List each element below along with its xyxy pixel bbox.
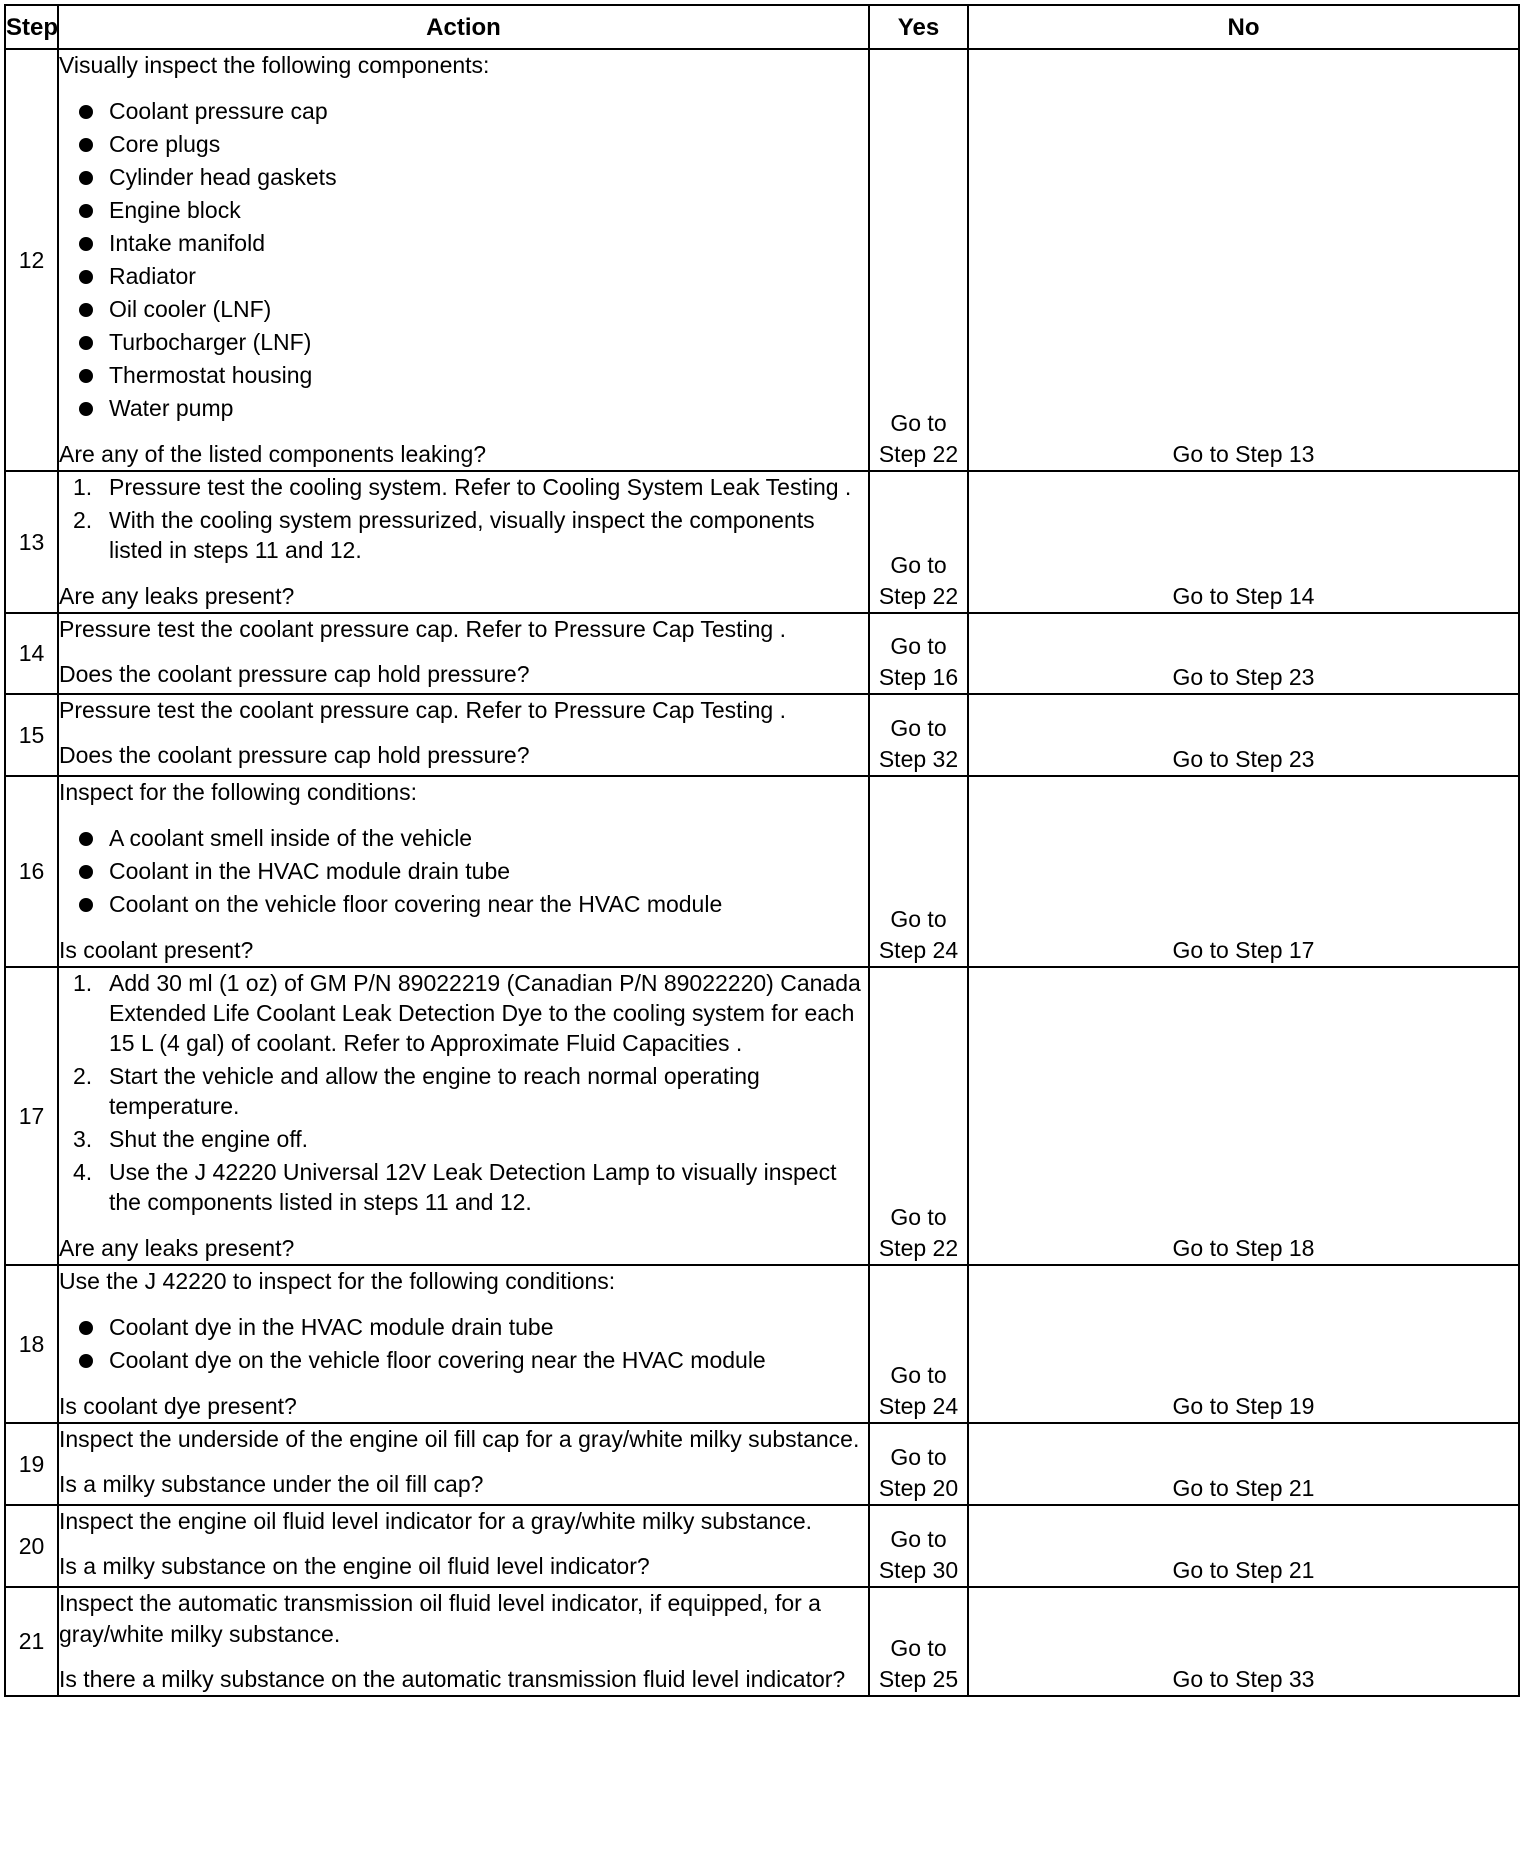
list-item <box>59 260 868 293</box>
yes-column-header: Yes <box>869 5 968 49</box>
bullet-text: Water pump <box>109 395 234 421</box>
step-number: 15 <box>5 694 58 776</box>
table-row <box>5 967 1519 1265</box>
list-item <box>59 968 868 1058</box>
list-item <box>59 1124 868 1154</box>
action-question: Is coolant dye present? <box>59 1393 297 1419</box>
item-text: Use the J 42220 Universal 12V Leak Detection Lamp to visually inspect the components listed in steps 11 and 12. <box>109 1159 837 1215</box>
diagnostic-table <box>4 4 1520 1697</box>
action-question: Does the coolant pressure cap hold pressure? <box>59 661 530 687</box>
step-number: 16 <box>5 776 58 967</box>
list-item <box>59 227 868 260</box>
bullet-text: Core plugs <box>109 131 221 157</box>
yes-goto-label: Go to <box>890 1635 947 1661</box>
yes-goto-label: Go to <box>890 1526 947 1552</box>
action-content <box>59 695 868 771</box>
yes-result <box>869 1265 968 1423</box>
action-question: Is a milky substance on the engine oil fluid level indicator? <box>59 1553 650 1579</box>
bullet-text: Coolant dye on the vehicle floor covering near the HVAC module <box>109 1347 766 1373</box>
action-cell <box>58 613 869 694</box>
item-text: Shut the engine off. <box>109 1126 309 1152</box>
yes-result <box>869 471 968 613</box>
item-text: With the cooling system pressurized, visually inspect the components listed in steps 11 and 12. <box>109 507 815 563</box>
item-number: 1. <box>73 970 93 996</box>
action-question: Are any of the listed components leaking? <box>59 441 487 467</box>
table-row <box>5 1423 1519 1505</box>
bullet-icon <box>79 204 93 218</box>
item-text: Add 30 ml (1 oz) of GM P/N 89022219 (Canadian P/N 89022220) Canada Extended Life Coolant Leak Detection Dye to the cooling system for each 15 L (4 gal) of coolant. Refer to Approximate Fluid Capacities . <box>109 970 861 1056</box>
action-cell <box>58 1505 869 1587</box>
action-cell <box>58 967 869 1265</box>
bullet-icon <box>79 865 93 879</box>
yes-step-label: Step 30 <box>878 1557 959 1583</box>
step-number: 21 <box>5 1587 58 1696</box>
list-item <box>59 888 868 921</box>
step-number: 18 <box>5 1265 58 1423</box>
action-content <box>59 614 868 690</box>
step-number: 14 <box>5 613 58 694</box>
action-content <box>59 1506 868 1582</box>
bullet-list <box>59 95 868 425</box>
bullet-icon <box>79 171 93 185</box>
item-text: Pressure test the cooling system. Refer to Cooling System Leak Testing . <box>109 474 852 500</box>
no-result: Go to Step 17 <box>968 776 1519 967</box>
bullet-list <box>59 822 868 921</box>
table-row <box>5 1505 1519 1587</box>
action-question: Is there a milky substance on the automatic transmission fluid level indicator? <box>59 1666 846 1692</box>
list-item <box>59 505 868 565</box>
bullet-icon <box>79 1321 93 1335</box>
table-row <box>5 613 1519 694</box>
list-item <box>59 161 868 194</box>
action-cell <box>58 49 869 471</box>
step-number: 19 <box>5 1423 58 1505</box>
yes-step-label: Step 32 <box>878 746 959 772</box>
yes-step-label: Step 24 <box>878 1393 959 1419</box>
no-result: Go to Step 18 <box>968 967 1519 1265</box>
bullet-text: Intake manifold <box>109 230 265 256</box>
yes-step-label: Step 20 <box>878 1475 959 1501</box>
list-item <box>59 359 868 392</box>
yes-goto-label: Go to <box>890 906 947 932</box>
bullet-icon <box>79 303 93 317</box>
bullet-icon <box>79 138 93 152</box>
yes-goto-label: Go to <box>890 552 947 578</box>
action-intro-text: Inspect the underside of the engine oil fill cap for a gray/white milky substance. <box>59 1426 860 1452</box>
bullet-icon <box>79 336 93 350</box>
yes-result <box>869 967 968 1265</box>
no-result: Go to Step 14 <box>968 471 1519 613</box>
action-content <box>59 968 868 1264</box>
yes-result <box>869 613 968 694</box>
yes-result <box>869 694 968 776</box>
yes-result <box>869 1505 968 1587</box>
list-item <box>59 1311 868 1344</box>
action-cell <box>58 694 869 776</box>
list-item <box>59 326 868 359</box>
action-column-header: Action <box>58 5 869 49</box>
action-intro-text: Pressure test the coolant pressure cap. Refer to Pressure Cap Testing . <box>59 616 786 642</box>
bullet-list <box>59 1311 868 1377</box>
no-result: Go to Step 23 <box>968 613 1519 694</box>
no-result: Go to Step 19 <box>968 1265 1519 1423</box>
list-item <box>59 128 868 161</box>
action-cell <box>58 471 869 613</box>
action-content <box>59 50 868 470</box>
table-row <box>5 694 1519 776</box>
action-cell <box>58 1265 869 1423</box>
step-number: 12 <box>5 49 58 471</box>
item-number: 1. <box>73 474 93 500</box>
step-number: 20 <box>5 1505 58 1587</box>
list-item <box>59 855 868 888</box>
bullet-icon <box>79 270 93 284</box>
list-item <box>59 392 868 425</box>
action-intro-text: Inspect for the following conditions: <box>59 779 417 805</box>
yes-result <box>869 49 968 471</box>
step-column-header: Step <box>5 5 58 49</box>
bullet-icon <box>79 369 93 383</box>
no-column-header: No <box>968 5 1519 49</box>
bullet-icon <box>79 105 93 119</box>
item-number: 3. <box>73 1126 93 1152</box>
bullet-icon <box>79 402 93 416</box>
action-content <box>59 1424 868 1500</box>
action-content <box>59 1266 868 1422</box>
list-item <box>59 293 868 326</box>
table-row <box>5 471 1519 613</box>
yes-goto-label: Go to <box>890 1204 947 1230</box>
step-number: 13 <box>5 471 58 613</box>
bullet-text: Cylinder head gaskets <box>109 164 337 190</box>
yes-goto-label: Go to <box>890 1444 947 1470</box>
action-cell <box>58 1423 869 1505</box>
table-row <box>5 1587 1519 1696</box>
bullet-text: Thermostat housing <box>109 362 313 388</box>
list-item <box>59 1344 868 1377</box>
numbered-list <box>59 472 868 565</box>
no-result: Go to Step 33 <box>968 1587 1519 1696</box>
action-cell <box>58 776 869 967</box>
yes-step-label: Step 25 <box>878 1666 959 1692</box>
bullet-icon <box>79 1354 93 1368</box>
list-item <box>59 1061 868 1121</box>
item-number: 4. <box>73 1159 93 1185</box>
action-question: Are any leaks present? <box>59 1235 295 1261</box>
yes-step-label: Step 24 <box>878 937 959 963</box>
bullet-icon <box>79 237 93 251</box>
no-result: Go to Step 21 <box>968 1505 1519 1587</box>
step-number: 17 <box>5 967 58 1265</box>
action-question: Are any leaks present? <box>59 583 295 609</box>
bullet-text: Coolant dye in the HVAC module drain tube <box>109 1314 554 1340</box>
list-item <box>59 194 868 227</box>
action-intro-text: Visually inspect the following components: <box>59 52 490 78</box>
action-content <box>59 472 868 612</box>
bullet-text: Oil cooler (LNF) <box>109 296 272 322</box>
item-number: 2. <box>73 1063 93 1089</box>
yes-goto-label: Go to <box>890 410 947 436</box>
yes-goto-label: Go to <box>890 633 947 659</box>
bullet-text: A coolant smell inside of the vehicle <box>109 825 473 851</box>
list-item <box>59 1157 868 1217</box>
item-text: Start the vehicle and allow the engine to reach normal operating temperature. <box>109 1063 760 1119</box>
bullet-text: Coolant in the HVAC module drain tube <box>109 858 511 884</box>
action-intro-text: Inspect the engine oil fluid level indicator for a gray/white milky substance. <box>59 1508 813 1534</box>
action-question: Does the coolant pressure cap hold pressure? <box>59 742 530 768</box>
action-intro-text: Inspect the automatic transmission oil fluid level indicator, if equipped, for a gray/white milky substance. <box>59 1590 821 1647</box>
no-result: Go to Step 13 <box>968 49 1519 471</box>
table-row <box>5 776 1519 967</box>
bullet-icon <box>79 832 93 846</box>
table-row <box>5 49 1519 471</box>
table-body <box>5 49 1519 1696</box>
bullet-text: Coolant pressure cap <box>109 98 328 124</box>
yes-result <box>869 1423 968 1505</box>
list-item <box>59 472 868 502</box>
no-result: Go to Step 23 <box>968 694 1519 776</box>
list-item <box>59 822 868 855</box>
yes-step-label: Step 22 <box>878 583 959 609</box>
action-content <box>59 1588 868 1695</box>
yes-step-label: Step 22 <box>878 1235 959 1261</box>
bullet-icon <box>79 898 93 912</box>
item-number: 2. <box>73 507 93 533</box>
list-item <box>59 95 868 128</box>
yes-result <box>869 1587 968 1696</box>
bullet-text: Engine block <box>109 197 241 223</box>
table-header-row <box>5 5 1519 49</box>
bullet-text: Coolant on the vehicle floor covering near the HVAC module <box>109 891 723 917</box>
numbered-list <box>59 968 868 1217</box>
action-question: Is coolant present? <box>59 937 254 963</box>
yes-step-label: Step 22 <box>878 441 959 467</box>
action-intro-text: Use the J 42220 to inspect for the following conditions: <box>59 1268 616 1294</box>
yes-goto-label: Go to <box>890 1362 947 1388</box>
bullet-text: Turbocharger (LNF) <box>109 329 312 355</box>
no-result: Go to Step 21 <box>968 1423 1519 1505</box>
table-row <box>5 1265 1519 1423</box>
action-content <box>59 777 868 966</box>
bullet-text: Radiator <box>109 263 196 289</box>
yes-step-label: Step 16 <box>878 664 959 690</box>
yes-result <box>869 776 968 967</box>
yes-goto-label: Go to <box>890 715 947 741</box>
action-cell <box>58 1587 869 1696</box>
action-question: Is a milky substance under the oil fill cap? <box>59 1471 484 1497</box>
action-intro-text: Pressure test the coolant pressure cap. Refer to Pressure Cap Testing . <box>59 697 786 723</box>
